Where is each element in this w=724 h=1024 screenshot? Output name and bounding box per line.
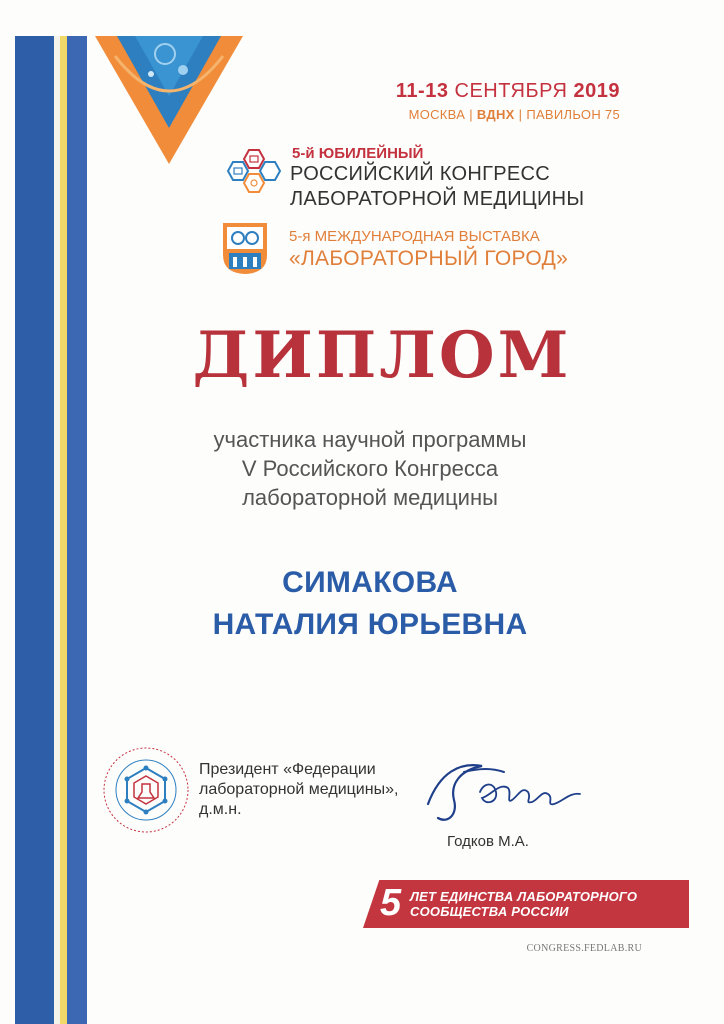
recipient-surname: СИМАКОВА	[282, 566, 458, 599]
diploma-subtitle	[120, 425, 620, 512]
left-stripe-blue	[15, 36, 54, 1024]
lab-city-emblem-icon	[221, 221, 269, 275]
anniversary-text	[410, 889, 637, 919]
expo-name-line2: «ЛАБОРАТОРНЫЙ ГОРОД»	[289, 247, 569, 270]
signatory-role-line: лабораторной медицины»,	[199, 781, 399, 798]
venue-place: ВДНХ	[476, 107, 515, 122]
venue-separator: |	[469, 107, 473, 122]
federation-seal-icon	[102, 746, 190, 834]
expo-name-line1: 5-я МЕЖДУНАРОДНАЯ ВЫСТАВКА	[289, 228, 540, 245]
venue-pavilion: ПАВИЛЬОН 75	[526, 107, 620, 122]
signatory-name: Годков М.А.	[447, 833, 529, 850]
handwritten-signature-icon	[420, 752, 590, 832]
subtitle-line: лабораторной медицины	[242, 485, 498, 510]
congress-name-line1: РОССИЙСКИЙ КОНГРЕСС	[290, 163, 551, 185]
congress-hexagon-icon	[219, 146, 285, 200]
signatory-role	[199, 760, 398, 820]
recipient-given-names: НАТАЛИЯ ЮРЬЕВНА	[212, 608, 528, 641]
recipient-name	[120, 562, 620, 646]
anniversary-text-line: СООБЩЕСТВА РОССИИ	[410, 904, 569, 919]
anniversary-text-line: ЛЕТ ЕДИНСТВА ЛАБОРАТОРНОГО	[410, 889, 638, 904]
subtitle-line: V Российского Конгресса	[241, 456, 499, 481]
event-year: 2019	[573, 80, 620, 102]
event-dates	[396, 80, 620, 103]
congress-jubilee: 5-й ЮБИЛЕЙНЫЙ	[292, 145, 424, 162]
subtitle-line: участника научной программы	[213, 427, 527, 452]
diploma-title: ДИПЛОМ	[192, 318, 572, 393]
signatory-role-line: Президент «Федерации	[199, 761, 376, 778]
signatory-role-line: д.м.н.	[199, 801, 242, 818]
congress-name-line2: ЛАБОРАТОРНОЙ МЕДИЦИНЫ	[290, 188, 585, 210]
left-stripe-blue-thin	[67, 36, 87, 1024]
website-url: CONGRESS.FEDLAB.RU	[526, 943, 642, 954]
event-venue	[409, 107, 620, 122]
left-stripe-yellow	[60, 36, 67, 1024]
top-triangle-decoration-icon	[95, 36, 243, 164]
anniversary-number: 5	[380, 882, 402, 924]
event-days: 11-13	[395, 80, 449, 102]
venue-separator: |	[518, 107, 523, 122]
venue-city: МОСКВА	[408, 107, 466, 122]
event-month: СЕНТЯБРЯ	[454, 80, 568, 102]
